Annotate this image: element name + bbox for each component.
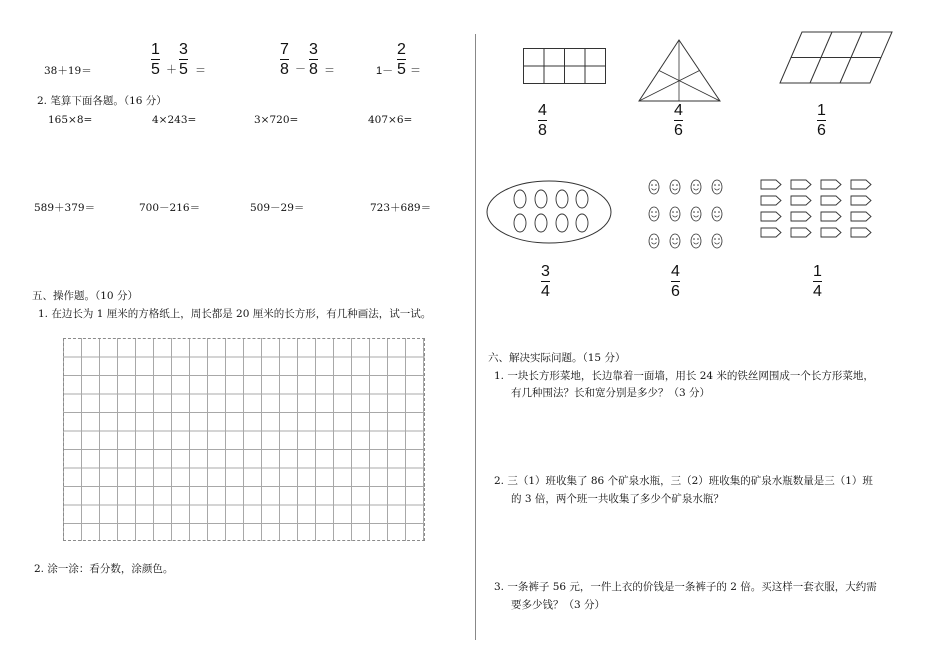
smiley-face-icon[interactable] (712, 234, 722, 248)
arrow-tag-icon[interactable] (821, 196, 841, 205)
arrow-tag-icon[interactable] (791, 180, 811, 189)
rectangle-8-parts-figure[interactable] (523, 48, 607, 85)
denominator: 5 (179, 61, 188, 78)
oval-with-8-eggs-figure[interactable] (486, 180, 612, 244)
calc-4x243: 4×243= (152, 114, 197, 126)
section6-q3-line2: 要多少钱？（3 分） (511, 599, 606, 611)
arrow-tags-16-figure[interactable] (760, 178, 878, 244)
fraction-2-5 (397, 42, 406, 78)
numerator: 4 (538, 102, 547, 119)
equals-sign: ＝ (410, 65, 421, 77)
denominator: 5 (151, 61, 160, 78)
denominator: 6 (817, 122, 826, 139)
numerator: 3 (541, 263, 550, 280)
section6-q2-line1: 2. 三（1）班收集了 86 个矿泉水瓶，三（2）班收集的矿泉水瓶数量是三（1）班 (494, 475, 873, 487)
arrow-tag-icon[interactable] (821, 228, 841, 237)
numerator: 3 (179, 41, 188, 58)
triangle-6-parts-figure[interactable] (638, 39, 722, 103)
calc-38-plus-19: 38＋19＝ (44, 65, 92, 77)
fraction-3-8 (309, 42, 318, 78)
numerator: 3 (309, 41, 318, 58)
numerator: 2 (397, 41, 406, 58)
fraction-1-5 (151, 42, 160, 78)
section5-title: 五、操作题。（10 分） (32, 290, 138, 302)
arrow-tag-icon[interactable] (761, 212, 781, 221)
arrow-tag-icon[interactable] (791, 228, 811, 237)
arrow-tag-icon[interactable] (851, 212, 871, 221)
arrow-tag-icon[interactable] (821, 212, 841, 221)
numerator: 7 (280, 41, 289, 58)
numerator: 1 (813, 263, 822, 280)
fraction-label-1-4 (813, 264, 822, 300)
q2-title: 2. 笔算下面各题。（16 分） (37, 95, 167, 107)
arrow-tag-icon[interactable] (791, 196, 811, 205)
column-divider (475, 34, 476, 640)
denominator: 5 (397, 61, 406, 78)
section5-q2: 2. 涂一涂：看分数，涂颜色。 (34, 563, 174, 575)
smiley-face-icon[interactable] (649, 207, 659, 221)
fraction-3-5 (179, 42, 188, 78)
section6-title: 六、解决实际问题。（15 分） (488, 352, 626, 364)
denominator: 8 (538, 122, 547, 139)
numerator: 1 (151, 41, 160, 58)
smiley-face-icon[interactable] (670, 234, 680, 248)
arrow-tag-icon[interactable] (791, 212, 811, 221)
arrow-tag-icon[interactable] (761, 196, 781, 205)
section6-q1-line1: 1. 一块长方形菜地，长边靠着一面墙，用长 24 米的铁丝网围成一个长方形菜地， (494, 370, 874, 382)
square-grid-paper[interactable] (63, 338, 425, 541)
denominator: 4 (541, 283, 550, 300)
arrow-tag-icon[interactable] (851, 180, 871, 189)
smiley-face-icon[interactable] (670, 180, 680, 194)
arrow-tag-icon[interactable] (821, 180, 841, 189)
calc-700-minus-216: 700－216＝ (139, 202, 201, 214)
smiley-face-icon[interactable] (691, 234, 701, 248)
smiley-face-icon[interactable] (649, 180, 659, 194)
calc-407x6: 407×6= (368, 114, 413, 126)
smiley-face-icon[interactable] (691, 180, 701, 194)
section6-q3-line1: 3. 一条裤子 56 元，一件上衣的价钱是一条裤子的 2 倍。买这样一套衣服，大约需 (494, 581, 877, 593)
minus-sign: － (295, 63, 306, 75)
calc-509-minus-29: 509－29＝ (250, 202, 305, 214)
smiley-face-icon[interactable] (712, 207, 722, 221)
arrow-tag-icon[interactable] (761, 228, 781, 237)
denominator: 8 (280, 61, 289, 78)
section6-q1-line2: 有几种围法？长和宽分别是多少？（3 分） (511, 387, 711, 399)
smiley-face-icon[interactable] (712, 180, 722, 194)
calc-589-plus-379: 589＋379＝ (34, 202, 96, 214)
numerator: 1 (817, 102, 826, 119)
numerator: 4 (674, 102, 683, 119)
fraction-label-4-6 (674, 103, 683, 139)
arrow-tag-icon[interactable] (851, 228, 871, 237)
denominator: 4 (813, 283, 822, 300)
parallelogram-6-parts-figure[interactable] (780, 31, 893, 84)
fraction-7-8 (280, 42, 289, 78)
denominator: 8 (309, 61, 318, 78)
arrow-tag-icon[interactable] (851, 196, 871, 205)
numerator: 4 (671, 263, 680, 280)
plus-sign: ＋ (166, 64, 177, 76)
smiley-faces-12-figure[interactable] (646, 178, 726, 250)
smiley-face-icon[interactable] (649, 234, 659, 248)
calc-165x8: 165×8= (48, 114, 93, 126)
fraction-label-1-6 (817, 103, 826, 139)
section5-q1: 1. 在边长为 1 厘米的方格纸上，周长都是 20 厘米的长方形，有几种画法，试一试。 (38, 308, 432, 320)
calc-723-plus-689: 723＋689＝ (370, 202, 432, 214)
arrow-tag-icon[interactable] (761, 180, 781, 189)
smiley-face-icon[interactable] (691, 207, 701, 221)
equals-sign: ＝ (324, 65, 335, 77)
fraction-label-3-4 (541, 264, 550, 300)
denominator: 6 (671, 283, 680, 300)
calc-3x720: 3×720= (254, 114, 299, 126)
one-minus: 1－ (376, 65, 394, 77)
equals-sign: ＝ (195, 65, 206, 77)
fraction-label-4-6-b (671, 264, 680, 300)
denominator: 6 (674, 122, 683, 139)
section6-q2-line2: 的 3 倍，两个班一共收集了多少个矿泉水瓶？ (511, 493, 724, 505)
smiley-face-icon[interactable] (670, 207, 680, 221)
fraction-label-4-8 (538, 103, 547, 139)
